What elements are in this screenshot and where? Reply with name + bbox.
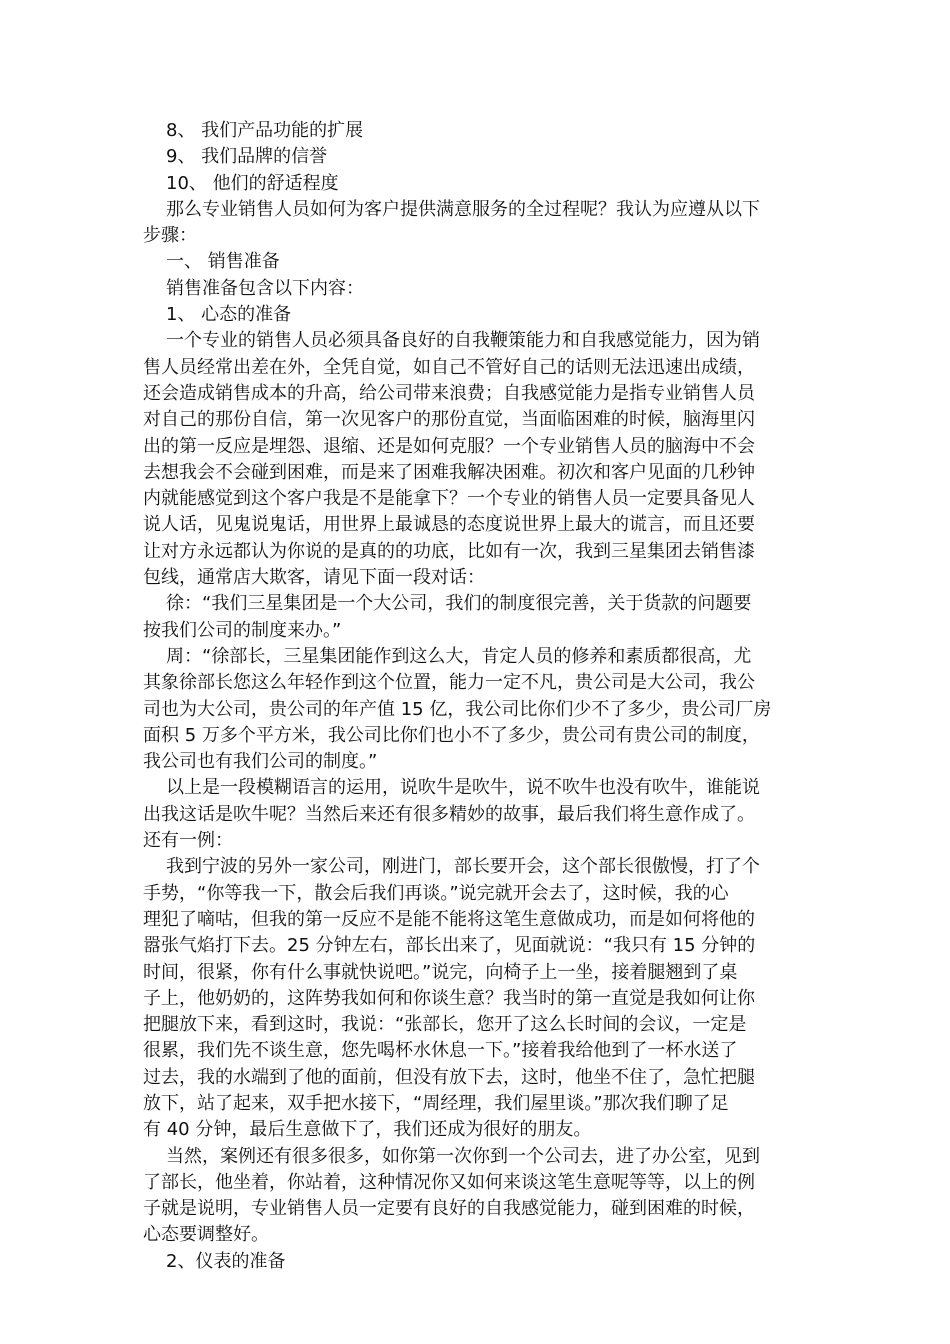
list-item: 9、 我们品牌的信誉 [166, 146, 328, 168]
paragraph-mindset: 一个专业的销售人员必须具备良好的自我鞭策能力和自我感觉能力，因为销 售人员经常出差在外，全凭自觉，如自己不管好自己的话则无法迅速出成绩， 还会造成销售成本的升高，给公司带来浪费；自我感觉能力是指专业销售人员 对自己的那份自信，第一次见客户的那份直觉，当面临困难的时候，脑海里闪 出的第一反应是埋怨、退缩、还是如何克服？一个专业销售人员的脑海中不会 去想我会不会碰到困难，而是来了困难我解决困难。初次和客户见面的几秒钟 内就能感觉到这个客户我是不是能拿下？一个专业的销售人员一定要具备见人 说人话，见鬼说鬼话，用世界上最诚恳的态度说世界上最大的谎言，而且还要 让对方永远都认为你说的是真的的功底，比如有一次，我到三星集团去销售漆 包线，通常店大欺客，请见下面一段对话： [143, 330, 760, 589]
paragraph-conclusion: 当然，案例还有很多很多，如你第一次你到一个公司去，进了办公室，见到 了部长，他坐着，你站着，这种情况你又如何来谈这笔生意呢等等，以上的例 子就是说明，专业销售人员一定要有良好的自我感觉能力，碰到困难的时候， 心态要调整好。 [143, 1145, 760, 1246]
subsection-heading: 2、仪表的准备 [166, 1250, 286, 1272]
section-heading: 一、 销售准备 [166, 251, 280, 273]
dialog-zhou: 周：“徐部长，三星集团能作到这么大，肯定人员的修养和素质都很高，尤 其象徐部长您这么年轻作到这个位置，能力一定不凡，贵公司是大公司，我公 司也为大公司，贵公司的年产值 15 亿，我公司比你们少不了多少，贵公司厂房 面积 5 万多个平方米，我公司比你们也小不了多少，贵公司有贵公司的制度， 我公司也有我们公司的制度。” [143, 645, 772, 773]
paragraph-vague-language: 以上是一段模糊语言的运用，说吹牛是吹牛，说不吹牛也没有吹牛，谁能说 出我这话是吹牛呢？当然后来还有很多精妙的故事，最后我们将生意作成了。 还有一例： [143, 777, 760, 852]
subsection-heading: 1、 心态的准备 [166, 304, 292, 326]
document-body [143, 118, 811, 1275]
list-item: 10、 他们的舒适程度 [166, 172, 339, 194]
paragraph-ningbo-story: 我到宁波的另外一家公司，刚进门，部长要开会，这个部长很傲慢，打了个 手势，“你等我一下，散会后我们再谈。”说完就开会去了，这时候，我的心 理犯了嘀咕，但我的第一反应不是能不能将这笔生意做成功，而是如何将他的 嚣张气焰打下去。25 分钟左右，部长出来了，见面就说：“我只有 15 分钟的 时间，很紧，你有什么事就快说吧。”说完，向椅子上一坐，接着腿翘到了桌 子上，他奶奶的，这阵势我如何和你谈生意？我当时的第一直觉是我如何让你 把腿放下来，看到这时，我说：“张部长，您开了这么长时间的会议，一定是 很累，我们先不谈生意，您先喝杯水休息一下。”接着我给他到了一杯水送了 过去，我的水端到了他的面前，但没有放下去，这时，他坐不住了，急忙把腿 放下，站了起来，双手把水接下，“周经理，我们屋里谈。”那次我们聊了足 有 40 分钟，最后生意做下了，我们还成为很好的朋友。 [143, 856, 760, 1141]
section-intro: 销售准备包含以下内容： [166, 277, 364, 299]
paragraph-intro: 那么专业销售人员如何为客户提供满意服务的全过程呢？我认为应遵从以下 步骤： [143, 198, 760, 247]
dialog-xu: 徐：“我们三星集团是一个大公司，我们的制度很完善，关于货款的问题要 按我们公司的制度来办。” [143, 593, 752, 641]
list-item: 8、 我们产品功能的扩展 [166, 120, 364, 141]
